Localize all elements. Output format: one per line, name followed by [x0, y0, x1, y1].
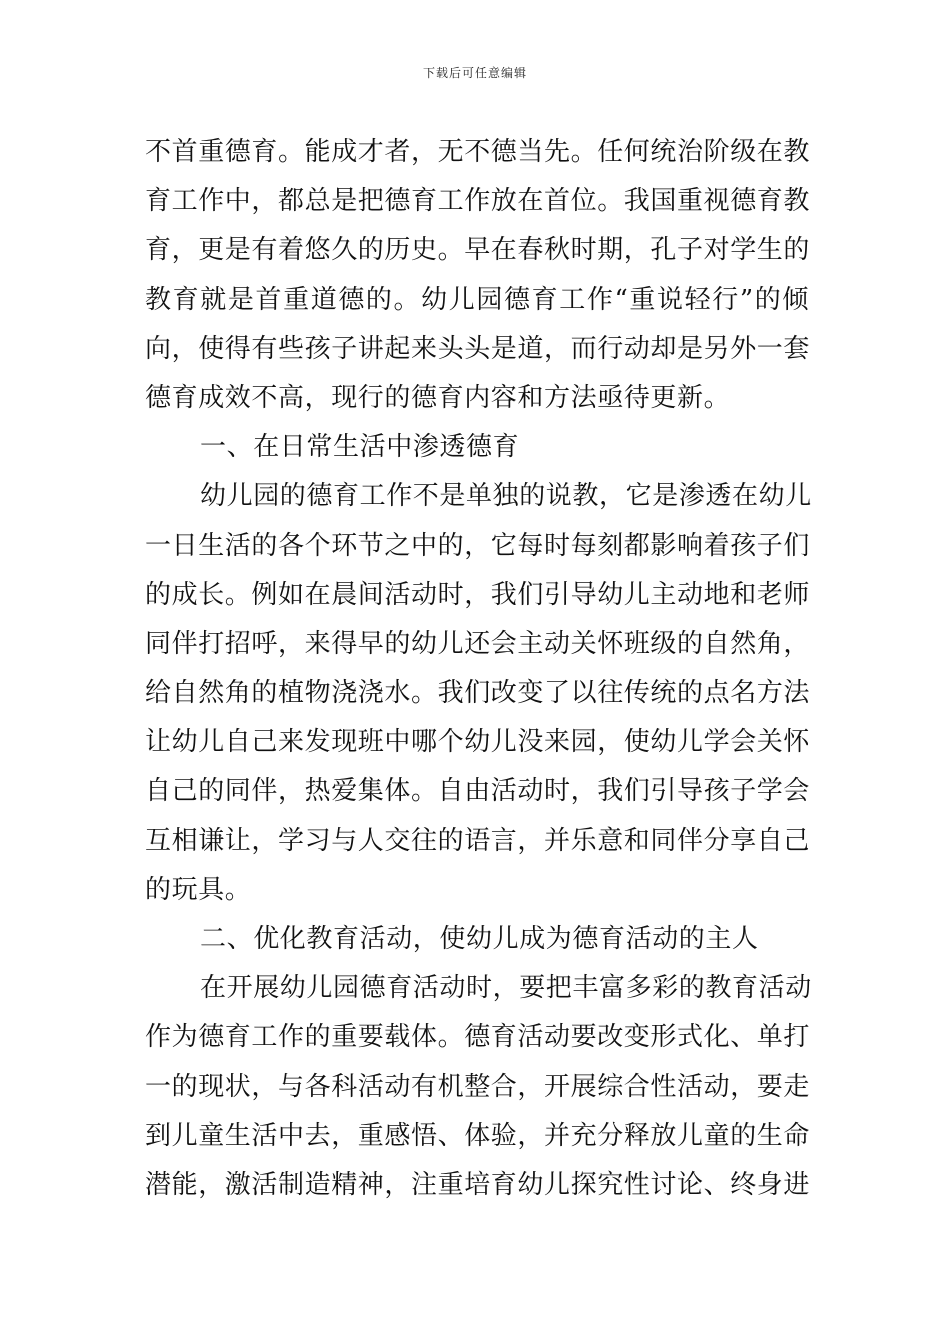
- text-line: 德育成效不高，现行的德育内容和方法亟待更新。: [145, 382, 731, 413]
- text-line: 一的现状，与各科活动有机整合，开展综合性活动，要走: [145, 1071, 811, 1102]
- text-line: 幼儿园的德育工作不是单独的说教，它是渗透在幼儿: [200, 481, 812, 512]
- text-line: 作为德育工作的重要载体。德育活动要改变形式化、单打: [145, 1022, 811, 1053]
- text-line: 自己的同伴，热爱集体。自由活动时，我们引导孩子学会: [145, 776, 811, 807]
- text-line: 育，更是有着悠久的历史。早在春秋时期，孔子对学生的: [145, 235, 811, 266]
- text-line: 给自然角的植物浇浇水。我们改变了以往传统的点名方法: [145, 678, 811, 709]
- text-line: 不首重德育。能成才者，无不德当先。任何统治阶级在教: [145, 137, 811, 167]
- body-text: [145, 128, 812, 1210]
- text-line: 教育就是首重道德的。幼儿园德育工作“重说轻行”的倾: [145, 284, 809, 315]
- section-heading: 二、优化教育活动，使幼儿成为德育活动的主人: [200, 924, 759, 954]
- text-line: 向，使得有些孩子讲起来头头是道，而行动却是另外一套: [145, 333, 811, 364]
- text-line: 一日生活的各个环节之中的，它每时每刻都影响着孩子们: [145, 530, 811, 561]
- text-line: 的玩具。: [145, 874, 252, 905]
- text-line: 互相谦让，学习与人交往的语言，并乐意和同伴分享自己: [145, 825, 811, 856]
- text-line: 育工作中，都总是把德育工作放在首位。我国重视德育教: [145, 186, 811, 217]
- text-line: 在开展幼儿园德育活动时，要把丰富多彩的教育活动: [200, 973, 812, 1004]
- text-line: 同伴打招呼，来得早的幼儿还会主动关怀班级的自然角，: [145, 628, 811, 659]
- page-header: 下载后可任意编辑: [422, 66, 527, 80]
- section-heading: 一、在日常生活中渗透德育: [200, 432, 520, 463]
- text-line: 的成长。例如在晨间活动时，我们引导幼儿主动地和老师: [145, 579, 811, 610]
- text-line: 潜能，激活制造精神，注重培育幼儿探究性讨论、终身进: [145, 1169, 811, 1200]
- text-line: 到儿童生活中去，重感悟、体验，并充分释放儿童的生命: [145, 1120, 811, 1151]
- text-line: 让幼儿自己来发现班中哪个幼儿没来园，使幼儿学会关怀: [145, 727, 811, 758]
